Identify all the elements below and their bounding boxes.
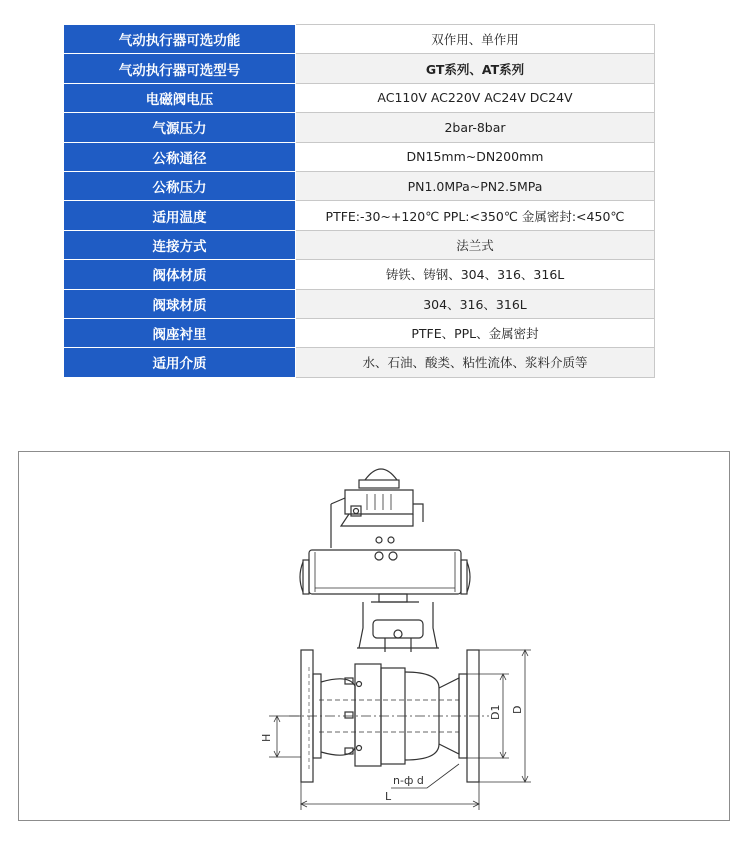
spec-label: 阀球材质 — [64, 289, 296, 318]
spec-label: 适用温度 — [64, 201, 296, 230]
spec-value: PTFE:-30~+120℃ PPL:<350℃ 金属密封:<450℃ — [296, 201, 655, 230]
spec-value: 双作用、单作用 — [296, 25, 655, 54]
dim-label-h: H — [260, 733, 273, 742]
spec-label: 电磁阀电压 — [64, 83, 296, 112]
spec-value: PTFE、PPL、金属密封 — [296, 318, 655, 347]
table-row — [64, 171, 655, 200]
spec-label: 阀座衬里 — [64, 318, 296, 347]
spec-label: 气动执行器可选功能 — [64, 25, 296, 54]
spec-table — [63, 24, 655, 378]
spec-value: GT系列、AT系列 — [296, 54, 655, 83]
spec-label: 气源压力 — [64, 113, 296, 142]
spec-value: 法兰式 — [296, 230, 655, 259]
spec-label: 适用介质 — [64, 348, 296, 377]
spec-value: 304、316、316L — [296, 289, 655, 318]
table-row — [64, 289, 655, 318]
dim-label-d1: D1 — [489, 704, 502, 720]
spec-value: AC110V AC220V AC24V DC24V — [296, 83, 655, 112]
spec-label: 阀体材质 — [64, 260, 296, 289]
dimension-d — [479, 650, 531, 782]
spec-value: 水、石油、酸类、粘性流体、浆料介质等 — [296, 348, 655, 377]
dim-label-holes: n-ф d — [393, 774, 424, 787]
table-row — [64, 260, 655, 289]
table-row — [64, 83, 655, 112]
spec-value: PN1.0MPa~PN2.5MPa — [296, 171, 655, 200]
table-row — [64, 54, 655, 83]
spec-label: 公称压力 — [64, 171, 296, 200]
dimension-h — [269, 716, 301, 757]
valve-technical-drawing — [19, 452, 729, 820]
spec-value: DN15mm~DN200mm — [296, 142, 655, 171]
table-row — [64, 348, 655, 377]
dim-label-l: L — [385, 790, 392, 803]
actuator — [300, 550, 470, 602]
spec-value: 2bar-8bar — [296, 113, 655, 142]
spec-value: 铸铁、铸钢、304、316、316L — [296, 260, 655, 289]
dim-label-d: D — [511, 705, 524, 714]
table-row — [64, 230, 655, 259]
spec-label: 连接方式 — [64, 230, 296, 259]
table-row — [64, 201, 655, 230]
mounting-bracket — [357, 602, 439, 652]
table-row — [64, 142, 655, 171]
table-row — [64, 113, 655, 142]
valve-drawing-frame — [18, 451, 730, 821]
table-row — [64, 25, 655, 54]
spec-label: 公称通径 — [64, 142, 296, 171]
positioner-box — [331, 469, 423, 548]
table-row — [64, 318, 655, 347]
spec-label: 气动执行器可选型号 — [64, 54, 296, 83]
